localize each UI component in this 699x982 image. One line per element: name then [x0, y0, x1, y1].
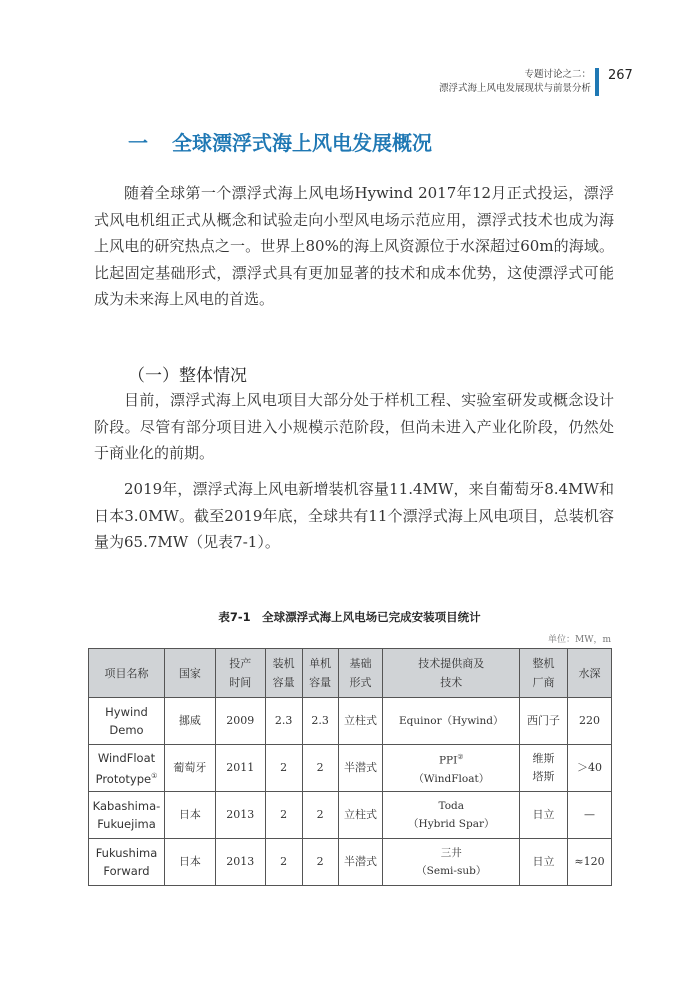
- subsection-title: （一）整体情况: [128, 366, 247, 386]
- cell-foundation: 立柱式: [338, 698, 383, 745]
- cell-unit-capacity: 2: [302, 792, 338, 839]
- table-caption: 表7-1 全球漂浮式海上风电场已完成安装项目统计: [218, 610, 481, 624]
- cell-foundation: 立柱式: [338, 792, 383, 839]
- overview-paragraph-2: 2019年，漂浮式海上风电新增装机容量11.4MW，来自葡萄牙8.4MW和日本3.0MW。截至2019年底，全球共有11个漂浮式海上风电项目，总装机容量为65.7MW（见表7-1）。: [94, 480, 614, 552]
- table-row: [89, 839, 612, 886]
- cell-maker: 西门子: [520, 698, 568, 745]
- col-header-name: 项目名称: [89, 649, 165, 698]
- section-title: [128, 127, 432, 156]
- table-row: [89, 698, 612, 745]
- col-header-country: 国家: [164, 649, 215, 698]
- header-accent-bar: [595, 68, 599, 96]
- intro-paragraph: 随着全球第一个漂浮式海上风电场Hywind 2017年12月正式投运，漂浮式风电机组正式从概念和试验走向小型风电场示范应用，漂浮式技术也成为海上风电的研究热点之一。世界上80%的海上风资源位于水深超过60m的海域。比起固定基础形式，漂浮式具有更加显著的技术和成本优势，这使漂浮式可能成为未来海上风电的首选。: [94, 184, 614, 309]
- cell-capacity: 2.3: [265, 698, 302, 745]
- cell-depth: ≈120: [567, 839, 611, 886]
- cell-year: 2011: [215, 745, 265, 792]
- overview-paragraph-1: 目前，漂浮式海上风电项目大部分处于样机工程、实验室研发或概念设计阶段。尽管有部分项目进入小规模示范阶段，但尚未进入产业化阶段，仍然处于商业化的前期。: [94, 391, 614, 463]
- footnote-marker: ②: [457, 753, 464, 762]
- section-number: 一: [128, 131, 148, 155]
- cell-tech: 三井 （Semi-sub）: [383, 839, 520, 886]
- cell-country: 日本: [164, 792, 215, 839]
- table-header-row: [89, 649, 612, 698]
- cell-name: Fukushima Forward: [89, 839, 165, 886]
- cell-country: 日本: [164, 839, 215, 886]
- cell-tech: PPI② （WindFloat）: [383, 745, 520, 792]
- footnote-marker: ①: [151, 771, 158, 780]
- running-header-line1: 专题讨论之二：: [524, 69, 591, 80]
- col-header-year: 投产 时间: [215, 649, 265, 698]
- running-header: [439, 68, 591, 96]
- cell-depth: ＞40: [567, 745, 611, 792]
- col-header-maker: 整机 厂商: [520, 649, 568, 698]
- col-header-unit-capacity: 单机 容量: [302, 649, 338, 698]
- cell-name: Kabashima- Fukuejima: [89, 792, 165, 839]
- cell-capacity: 2: [265, 792, 302, 839]
- running-header-line2: 漂浮式海上风电发展现状与前景分析: [438, 83, 591, 94]
- page-number: 267: [608, 68, 633, 83]
- cell-capacity: 2: [265, 745, 302, 792]
- cell-foundation: 半潜式: [338, 745, 383, 792]
- cell-year: 2013: [215, 839, 265, 886]
- cell-country: 挪威: [164, 698, 215, 745]
- cell-capacity: 2: [265, 839, 302, 886]
- table-row: [89, 792, 612, 839]
- cell-country: 葡萄牙: [164, 745, 215, 792]
- table-unit: 单位：MW，m: [547, 635, 611, 645]
- cell-maker: 日立: [520, 792, 568, 839]
- cell-unit-capacity: 2: [302, 839, 338, 886]
- col-header-capacity: 装机 容量: [265, 649, 302, 698]
- cell-name: Hywind Demo: [89, 698, 165, 745]
- projects-table: [88, 648, 612, 886]
- cell-unit-capacity: 2.3: [302, 698, 338, 745]
- cell-foundation: 半潜式: [338, 839, 383, 886]
- cell-maker: 维斯 塔斯: [520, 745, 568, 792]
- cell-unit-capacity: 2: [302, 745, 338, 792]
- cell-tech: Toda （Hybrid Spar）: [383, 792, 520, 839]
- cell-maker: 日立: [520, 839, 568, 886]
- col-header-tech: 技术提供商及 技术: [383, 649, 520, 698]
- cell-tech: Equinor（Hywind）: [383, 698, 520, 745]
- cell-depth: —: [567, 792, 611, 839]
- cell-year: 2009: [215, 698, 265, 745]
- table-row: [89, 745, 612, 792]
- cell-year: 2013: [215, 792, 265, 839]
- cell-name: WindFloat Prototype①: [89, 745, 165, 792]
- section-title-text: 全球漂浮式海上风电发展概况: [172, 131, 432, 155]
- col-header-foundation: 基础 形式: [338, 649, 383, 698]
- col-header-depth: 水深: [567, 649, 611, 698]
- cell-depth: 220: [567, 698, 611, 745]
